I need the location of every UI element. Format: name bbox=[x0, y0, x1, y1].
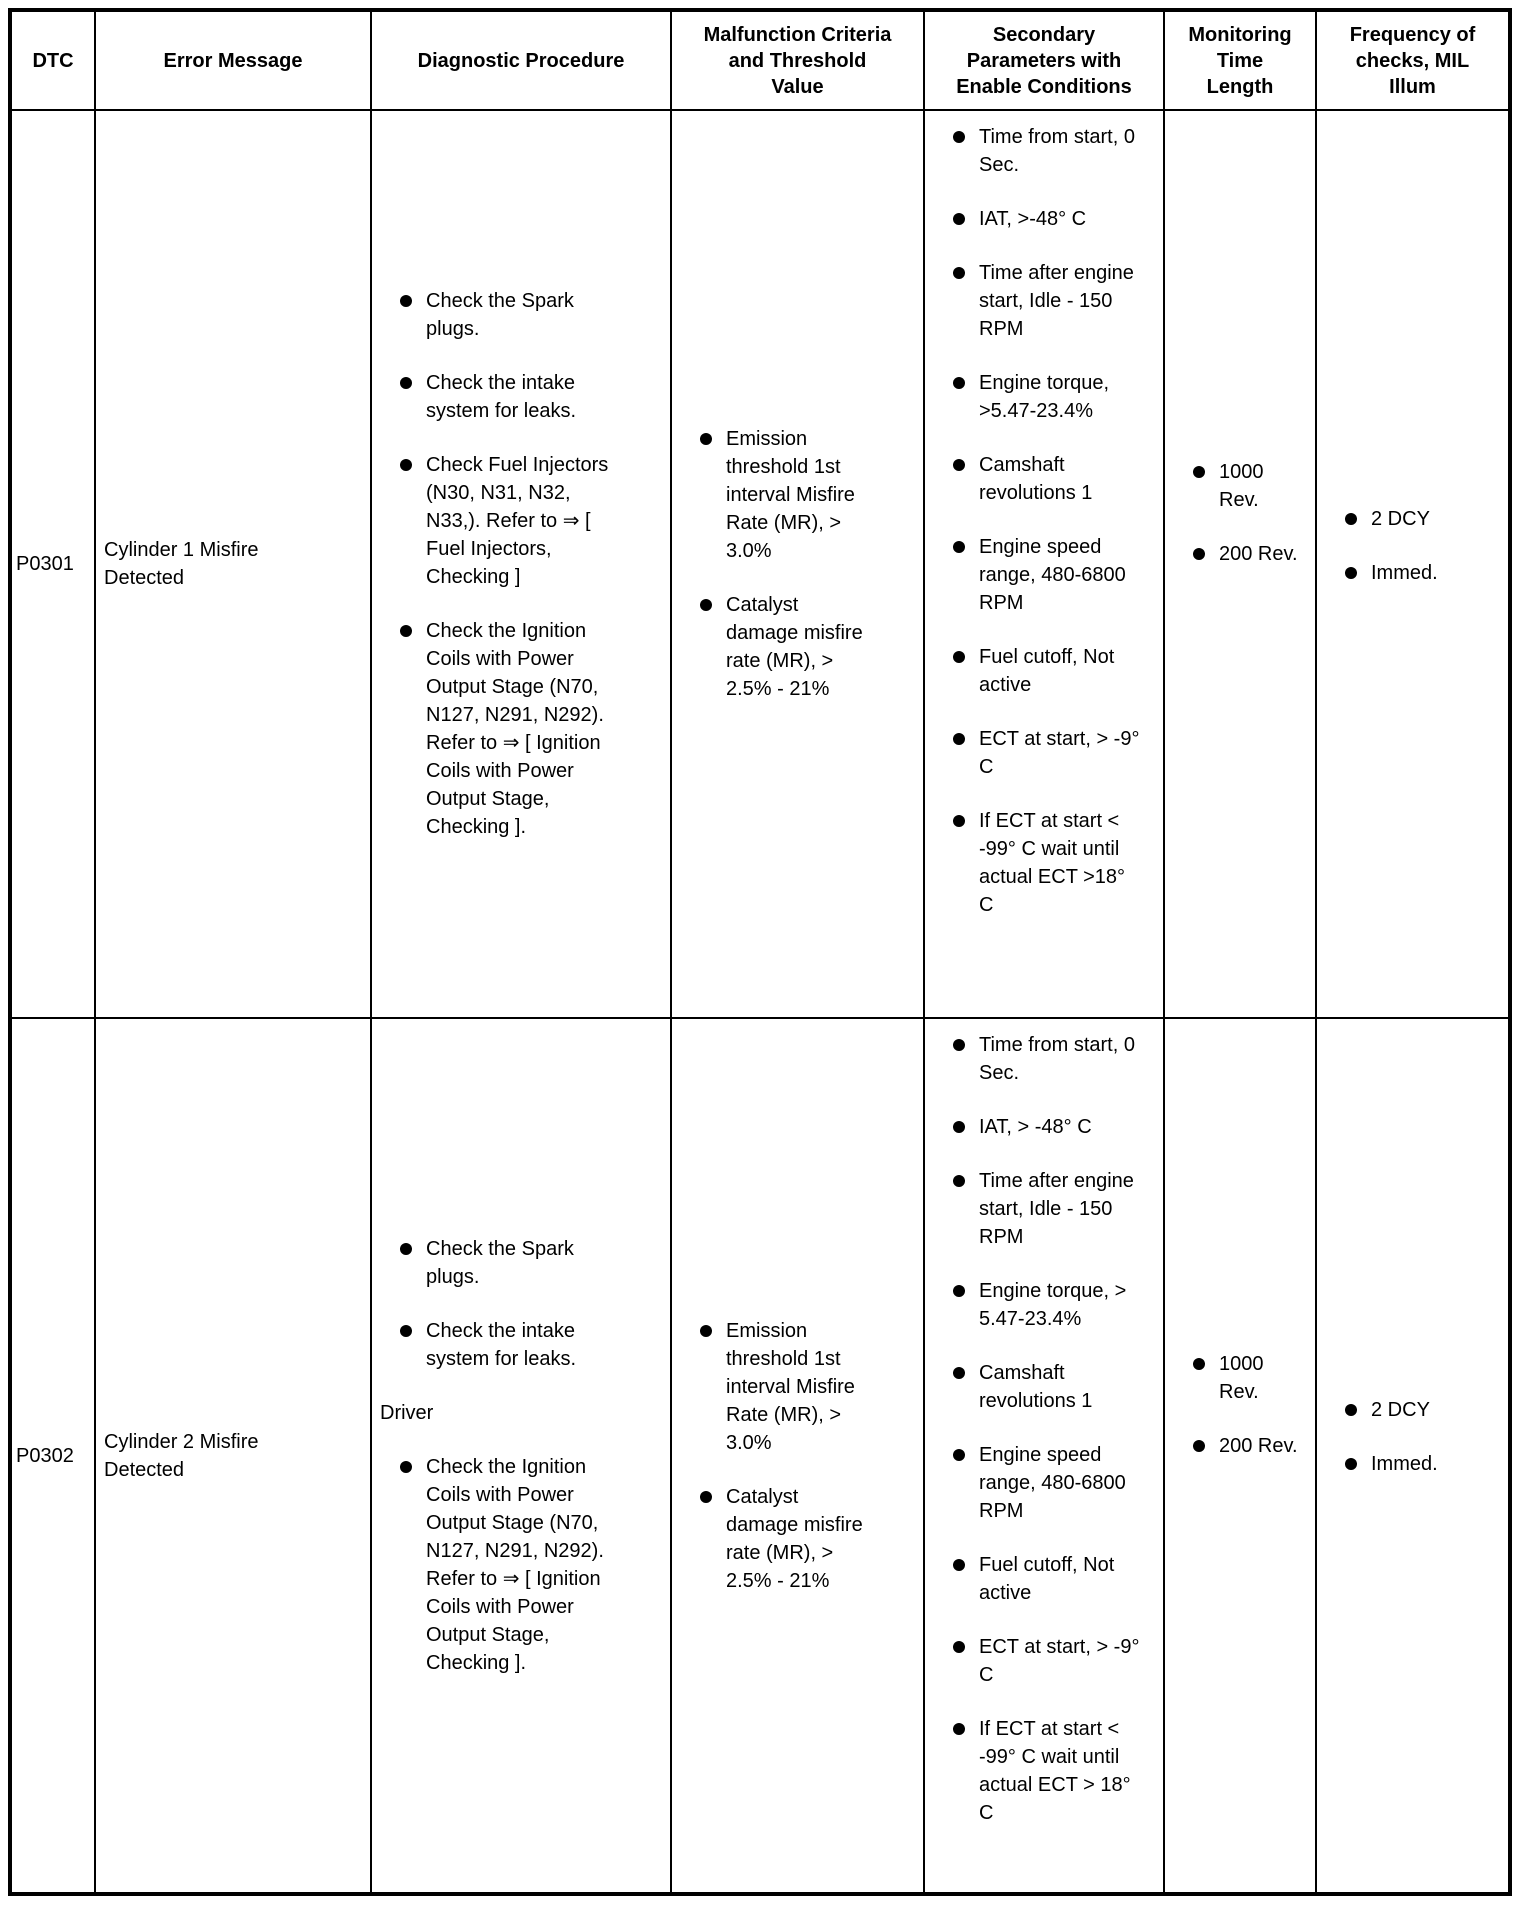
list-item bbox=[380, 1453, 662, 1677]
diagnostic-procedure-list bbox=[380, 1235, 662, 1677]
list-item-text: Immed. bbox=[1371, 561, 1438, 584]
list-item bbox=[676, 22, 919, 48]
list-item-text: Monitoring bbox=[1188, 23, 1292, 46]
list-item-text: Illum bbox=[1389, 75, 1436, 98]
list-item-text: Immed. bbox=[1371, 1453, 1438, 1475]
bullet-icon bbox=[1173, 1432, 1219, 1452]
list-item-text: Time bbox=[1216, 49, 1264, 72]
list-item-text: IAT, >-48° C bbox=[979, 208, 1087, 230]
bullet-icon bbox=[933, 205, 979, 225]
list-item bbox=[680, 1483, 915, 1595]
list-item bbox=[1321, 74, 1504, 100]
bullet-icon bbox=[933, 1633, 979, 1653]
list-item-text: If ECT at start < -99° C wait until actual ECT >18° C bbox=[979, 810, 1126, 916]
dtc-cell bbox=[10, 110, 95, 1018]
list-item bbox=[680, 425, 915, 565]
list-item-text: Check Fuel Injectors (N30, N31, N32, N33,). Refer to ⇒ [ Fuel Injectors, Checking ] bbox=[426, 454, 609, 588]
list-item bbox=[933, 725, 1155, 781]
list-item bbox=[1173, 458, 1307, 514]
list-item-text: Catalyst damage misfire rate (MR), > 2.5% - 21% bbox=[726, 1485, 863, 1592]
col-header-monitoring-time-label bbox=[1169, 22, 1311, 100]
list-item-text: Secondary bbox=[992, 23, 1096, 46]
bullet-icon bbox=[680, 591, 726, 611]
secondary-parameters-list bbox=[933, 123, 1155, 919]
list-item-text: Malfunction Criteria bbox=[703, 23, 892, 46]
list-item-text: ECT at start, > -9° C bbox=[979, 1636, 1140, 1686]
list-item bbox=[933, 1441, 1155, 1525]
col-header-malfunction-criteria-label bbox=[676, 22, 919, 100]
bullet-icon bbox=[380, 1453, 426, 1473]
list-item bbox=[933, 1277, 1155, 1333]
list-item-text: Emission threshold 1st interval Misfire Rate (MR), > 3.0% bbox=[726, 1319, 855, 1454]
list-item bbox=[1325, 559, 1500, 587]
bullet-icon bbox=[1325, 505, 1371, 525]
bullet-icon bbox=[933, 1715, 979, 1735]
list-item bbox=[380, 369, 662, 425]
bullet-icon bbox=[1325, 559, 1371, 579]
bullet-icon bbox=[380, 287, 426, 307]
list-item-text: 2 DCY bbox=[1371, 1399, 1430, 1421]
list-item bbox=[1173, 1432, 1307, 1460]
bullet-icon bbox=[933, 1167, 979, 1187]
list-item-text: Time after engine start, Idle - 150 RPM bbox=[979, 1170, 1134, 1248]
list-item bbox=[933, 1031, 1155, 1087]
list-item-text: Enable Conditions bbox=[956, 75, 1132, 98]
bullet-icon bbox=[1173, 458, 1219, 478]
list-item bbox=[676, 74, 919, 100]
list-item bbox=[933, 1113, 1155, 1141]
list-item-text: Value bbox=[771, 75, 824, 98]
bullet-icon bbox=[680, 1483, 726, 1503]
bullet-icon bbox=[1173, 540, 1219, 560]
list-item bbox=[1321, 22, 1504, 48]
list-item bbox=[380, 1317, 662, 1373]
list-item-text: Check the Ignition Coils with Power Output Stage (N70, N127, N291, N292). Refer to ⇒ [ Ignition Coils with Power Output Stage, Checking ]. bbox=[426, 1455, 604, 1674]
error-message-text: Cylinder 1 Misfire Detected bbox=[104, 539, 259, 589]
list-item bbox=[1325, 1396, 1500, 1424]
list-item bbox=[1169, 74, 1311, 100]
malfunction-criteria-cell bbox=[671, 1018, 924, 1894]
bullet-icon bbox=[1325, 1450, 1371, 1470]
list-item bbox=[929, 48, 1159, 74]
list-item bbox=[380, 1399, 662, 1427]
list-item-text: Check the intake system for leaks. bbox=[426, 1319, 577, 1370]
list-item bbox=[1169, 48, 1311, 74]
list-item-text: IAT, > -48° C bbox=[979, 1116, 1092, 1138]
bullet-icon bbox=[380, 1235, 426, 1255]
bullet-icon bbox=[933, 643, 979, 663]
list-item-text: Check the Spark plugs. bbox=[426, 290, 574, 340]
table-row-p0302 bbox=[10, 1018, 1510, 1894]
list-item bbox=[680, 591, 915, 703]
list-item bbox=[933, 1167, 1155, 1251]
list-item-text: ECT at start, > -9° C bbox=[979, 728, 1140, 778]
bullet-icon bbox=[933, 1031, 979, 1051]
bullet-icon bbox=[933, 1441, 979, 1461]
bullet-icon bbox=[380, 451, 426, 471]
dtc-code: P0302 bbox=[16, 1444, 74, 1467]
list-item-text: Camshaft revolutions 1 bbox=[979, 454, 1093, 504]
list-item-text: Parameters with bbox=[966, 49, 1122, 72]
col-header-diagnostic-procedure-label bbox=[376, 48, 666, 74]
list-item bbox=[1325, 1450, 1500, 1478]
col-header-diagnostic-procedure bbox=[371, 10, 671, 110]
table-row-p0301 bbox=[10, 110, 1510, 1018]
list-item bbox=[380, 1235, 662, 1291]
list-item-text: Time from start, 0 Sec. bbox=[979, 126, 1135, 176]
bullet-icon bbox=[1325, 1396, 1371, 1416]
bullet-icon bbox=[380, 617, 426, 637]
list-item bbox=[1173, 540, 1307, 568]
frequency-cell bbox=[1316, 110, 1510, 1018]
list-item bbox=[16, 48, 90, 74]
list-item-text: Engine torque, > 5.47-23.4% bbox=[979, 1280, 1127, 1330]
diagnostic-procedure-list bbox=[380, 287, 662, 841]
list-item-text: Check the Spark plugs. bbox=[426, 1237, 574, 1288]
dtc-code: P0301 bbox=[16, 553, 74, 575]
list-item bbox=[933, 123, 1155, 179]
col-header-malfunction-criteria bbox=[671, 10, 924, 110]
col-header-error-message-label bbox=[100, 48, 366, 74]
list-item-text: Driver bbox=[380, 1401, 434, 1424]
list-item-text: Fuel cutoff, Not active bbox=[979, 1554, 1115, 1604]
list-item bbox=[933, 1551, 1155, 1607]
frequency-list bbox=[1325, 505, 1500, 587]
list-item bbox=[1169, 22, 1311, 48]
list-item bbox=[1321, 48, 1504, 74]
list-item bbox=[676, 48, 919, 74]
col-header-dtc-label bbox=[16, 48, 90, 74]
list-item bbox=[380, 287, 662, 343]
list-item-text: 200 Rev. bbox=[1219, 543, 1298, 565]
list-item-text: Camshaft revolutions 1 bbox=[979, 1362, 1093, 1412]
malfunction-criteria-list bbox=[680, 425, 915, 703]
list-item-text: Catalyst damage misfire rate (MR), > 2.5% - 21% bbox=[726, 594, 863, 700]
monitoring-time-list bbox=[1173, 458, 1307, 568]
list-item bbox=[933, 259, 1155, 343]
bullet-icon bbox=[933, 1277, 979, 1297]
bullet-icon bbox=[933, 259, 979, 279]
list-item bbox=[933, 643, 1155, 699]
list-item-text: and Threshold bbox=[728, 49, 867, 72]
bullet-icon bbox=[1173, 1350, 1219, 1370]
monitoring-time-cell bbox=[1164, 110, 1316, 1018]
diagnostic-procedure-cell bbox=[371, 110, 671, 1018]
secondary-parameters-cell bbox=[924, 110, 1164, 1018]
bullet-icon bbox=[933, 451, 979, 471]
bullet-icon bbox=[680, 425, 726, 445]
bullet-icon bbox=[933, 123, 979, 143]
list-item bbox=[380, 617, 662, 841]
col-header-frequency-label bbox=[1321, 22, 1504, 100]
malfunction-criteria-list bbox=[680, 1317, 915, 1595]
frequency-cell bbox=[1316, 1018, 1510, 1894]
bullet-icon bbox=[380, 369, 426, 389]
secondary-parameters-list bbox=[933, 1031, 1155, 1827]
list-item-text: Engine speed range, 480-6800 RPM bbox=[979, 1444, 1126, 1522]
bullet-icon bbox=[933, 1359, 979, 1379]
list-item-text: Time after engine start, Idle - 150 RPM bbox=[979, 262, 1134, 340]
list-item-text: Frequency of bbox=[1349, 23, 1476, 46]
list-item-text: Check the Ignition Coils with Power Output Stage (N70, N127, N291, N292). Refer to ⇒ [ Ignition Coils with Power Output Stage, Checking ]. bbox=[426, 620, 604, 838]
list-item bbox=[933, 205, 1155, 233]
list-item bbox=[1325, 505, 1500, 533]
list-item-text: Length bbox=[1206, 75, 1274, 98]
list-item bbox=[376, 48, 666, 74]
bullet-icon bbox=[933, 533, 979, 553]
list-item bbox=[929, 74, 1159, 100]
list-item bbox=[933, 1715, 1155, 1827]
col-header-secondary-parameters-label bbox=[929, 22, 1159, 100]
diagnostic-procedure-cell bbox=[371, 1018, 671, 1894]
list-item-text: DTC bbox=[32, 49, 74, 72]
list-item-text: Emission threshold 1st interval Misfire Rate (MR), > 3.0% bbox=[726, 428, 855, 562]
col-header-error-message bbox=[95, 10, 371, 110]
error-message-text: Cylinder 2 Misfire Detected bbox=[104, 1430, 259, 1481]
error-message-cell bbox=[95, 1018, 371, 1894]
list-item-text: Time from start, 0 Sec. bbox=[979, 1034, 1135, 1084]
list-item-text: checks, MIL bbox=[1355, 49, 1470, 72]
bullet-icon bbox=[380, 1317, 426, 1337]
header-row bbox=[10, 10, 1510, 110]
dtc-cell bbox=[10, 1018, 95, 1894]
bullet-icon bbox=[933, 1551, 979, 1571]
bullet-icon bbox=[680, 1317, 726, 1337]
list-item bbox=[680, 1317, 915, 1457]
list-item-text: If ECT at start < -99° C wait until actual ECT > 18° C bbox=[979, 1718, 1131, 1824]
bullet-icon bbox=[933, 725, 979, 745]
list-item-text: Check the intake system for leaks. bbox=[426, 372, 577, 422]
frequency-list bbox=[1325, 1396, 1500, 1478]
bullet-icon bbox=[933, 1113, 979, 1133]
list-item-text: Engine torque, >5.47-23.4% bbox=[979, 372, 1110, 422]
list-item bbox=[933, 369, 1155, 425]
list-item bbox=[933, 1633, 1155, 1689]
col-header-monitoring-time bbox=[1164, 10, 1316, 110]
list-item bbox=[929, 22, 1159, 48]
list-item-text: 200 Rev. bbox=[1219, 1434, 1298, 1457]
list-item bbox=[380, 451, 662, 591]
list-item-text: Engine speed range, 480-6800 RPM bbox=[979, 536, 1126, 614]
list-item-text: Diagnostic Procedure bbox=[417, 49, 625, 72]
col-header-frequency bbox=[1316, 10, 1510, 110]
list-item bbox=[933, 451, 1155, 507]
list-item-text: 1000 Rev. bbox=[1219, 461, 1264, 511]
monitoring-time-cell bbox=[1164, 1018, 1316, 1894]
list-item-text: 2 DCY bbox=[1371, 507, 1430, 530]
list-item bbox=[933, 1359, 1155, 1415]
list-item-text: Fuel cutoff, Not active bbox=[979, 646, 1115, 696]
error-message-cell bbox=[95, 110, 371, 1018]
secondary-parameters-cell bbox=[924, 1018, 1164, 1894]
list-item bbox=[100, 48, 366, 74]
list-item bbox=[933, 807, 1155, 919]
list-item-text: 1000 Rev. bbox=[1219, 1352, 1264, 1403]
malfunction-criteria-cell bbox=[671, 110, 924, 1018]
dtc-table bbox=[8, 8, 1512, 1896]
bullet-icon bbox=[933, 807, 979, 827]
col-header-secondary-parameters bbox=[924, 10, 1164, 110]
col-header-dtc bbox=[10, 10, 95, 110]
bullet-icon bbox=[933, 369, 979, 389]
monitoring-time-list bbox=[1173, 1350, 1307, 1460]
list-item bbox=[933, 533, 1155, 617]
list-item bbox=[1173, 1350, 1307, 1406]
list-item-text: Error Message bbox=[163, 49, 303, 72]
